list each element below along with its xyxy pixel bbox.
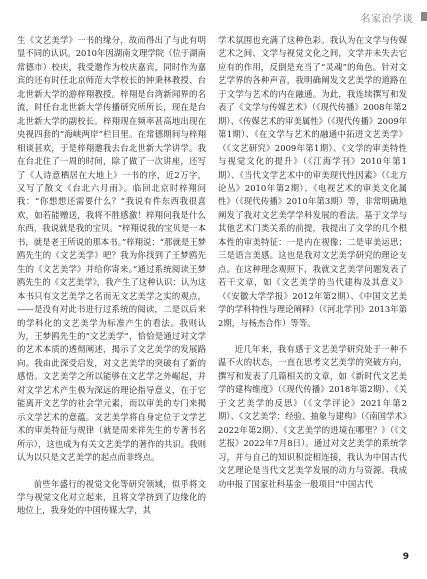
paragraph: 生《文艺美学》一书的缘分，故而得出了与此有明显不同的认识。2010年因湖南文理学院（位于湖南常德市）校庆，我受邀作为校庆嘉宾，同时作为嘉宾的还有时任北京师范大学校长的钟秉林教授、台北世新大学的游梓翔教授。梓翔是台湾新闻界的名流，时任台北世新大学传播研究所所长，现在是台北世新大学的副校长。梓翔现在频率甚高地出现在央视四套的“海峡两岸”栏目里。在常德期间与梓翔相谈甚欢，于是梓翔邀我去台北世新大学讲学。我在台北住了一周的时间，除了做了一次讲座，还写了《人诗意栖居在大地上》一书的序，近2万字，又写了散文《台北六月雨》。临回北京时梓翔问我：“你想想还需要什么？”我说有件东西我很喜欢，如若能赠送，我将不胜感激！梓翔问我是什么东西，我说就是我的宝贝。“梓翔说我的宝贝是一本书，就是老王所说的那本书。”梓翔说：“那就是王梦鸥先生的《文艺美学》吧？我为你找到了王梦鸥先生的《文艺美学》并给你寄来。”通过系统阅读王梦鸥先生的《文艺美学》，我产生了这种认识：认为这本书只有文艺美学之名而无文艺美学之实的观点，——是没有对此书进行过系统的阅读，二是以后来的学科化的文艺美学为标准产生的看法。我则认为，王梦鸥先生的“文艺美学”，恰恰是通过对文学的艺术本质的透彻阐述，揭示了文艺美学的发展路向。我由此深受启发，对文艺美学的突破有了新的感悟。文艺美学之所以能够在文艺学之外崛起，并对文学艺术产生极为深远的理论指导意义，在于它能离开文艺学的社会学元素，而以审美的专门来揭示文学艺术的意蕴。文艺美学将自身定位于文学艺术的审美特征与规律（就是周来祥先生的专著书名所示），这也成为有关文艺美学的著作的共识。我则认为以只是文艺美学的起点而非终点。 <box>17 35 206 463</box>
page-number: 9 <box>402 552 409 562</box>
section-title: 名家治学谈 <box>360 14 413 25</box>
left-column <box>17 34 206 518</box>
paragraph: 近几年来，我有感于文艺美学研究处于一种不温不火的状态，一直在思考文艺美学的突破方向，撰写和发表了几篇相关的文章，如《新时代文艺美学的建构维度》（《现代传播》2018年第2期）、《关于文艺美学的反思》（《文学评论》2021年第2期）、《文艺美学：经验、抽象与建构》（《南国学术》2022年第2期）、《文艺美学的进境在哪里？》（《文艺报》2022年7月8日）。通过对文艺美学的系统学习，并与自己的知识积淀相连接，我认为中国古代文艺理论是当代文艺美学发展的动力与资源。我成功申报了国家社科基金一般项目“中国古代 <box>218 343 407 489</box>
paragraph: 学术氛围也充满了这种色彩。我认为在文学与传媒艺术之间、文学与视觉文化之间，文学并未失去它应有的作用，反倒是充当了“灵魂”的角色。针对文艺学界的各种声音，我明确阐发文艺美学的道路在于文学与艺术的内在融通。为此，我连续撰写和发表了《文学与传媒艺术》（《现代传播》2008年第2期）、《传媒艺术的审美属性》（《现代传播》2009年第1期）、《在文学与艺术的融通中拓进文艺美学》（《文艺研究》2009年第1期）、《文学的审美特性与视觉文化的提升》（《江海学刊》2010年第1期）、《当代文学艺术中的审美现代性因素》（《北方论丛》2010年第2期）、《电视艺术的审美文化属性》（《现代传播》2010年第3期）等，非常明确地阐发了我对文艺美学学科发展的看法。基于文学与其他艺术门类关系的前提，我提出了文学的几个根本性的审美特征：一是内在视像；二是审美运思；三是语言美感。这也是我对文艺美学研究的理论支点。在这种理念观照下，我就文艺美学问题发表了若干文章，如《文艺美学的当代建构及其意义》（《安徽大学学报》2012年第2期）、《中国文艺美学的学科特性与理论阐释》（《河北学刊》2013年第2期，与杨杰合作）等等。 <box>218 35 407 328</box>
right-column <box>218 34 407 491</box>
page-header <box>0 0 427 36</box>
header-accent-bar <box>421 12 427 21</box>
paragraph: 前些年盛行的视觉文化等研究领域，似乎将文学与视觉文化对立起来，且将文学挤到了边缘化的地位上，我身处的中国传媒大学，其 <box>17 478 206 516</box>
